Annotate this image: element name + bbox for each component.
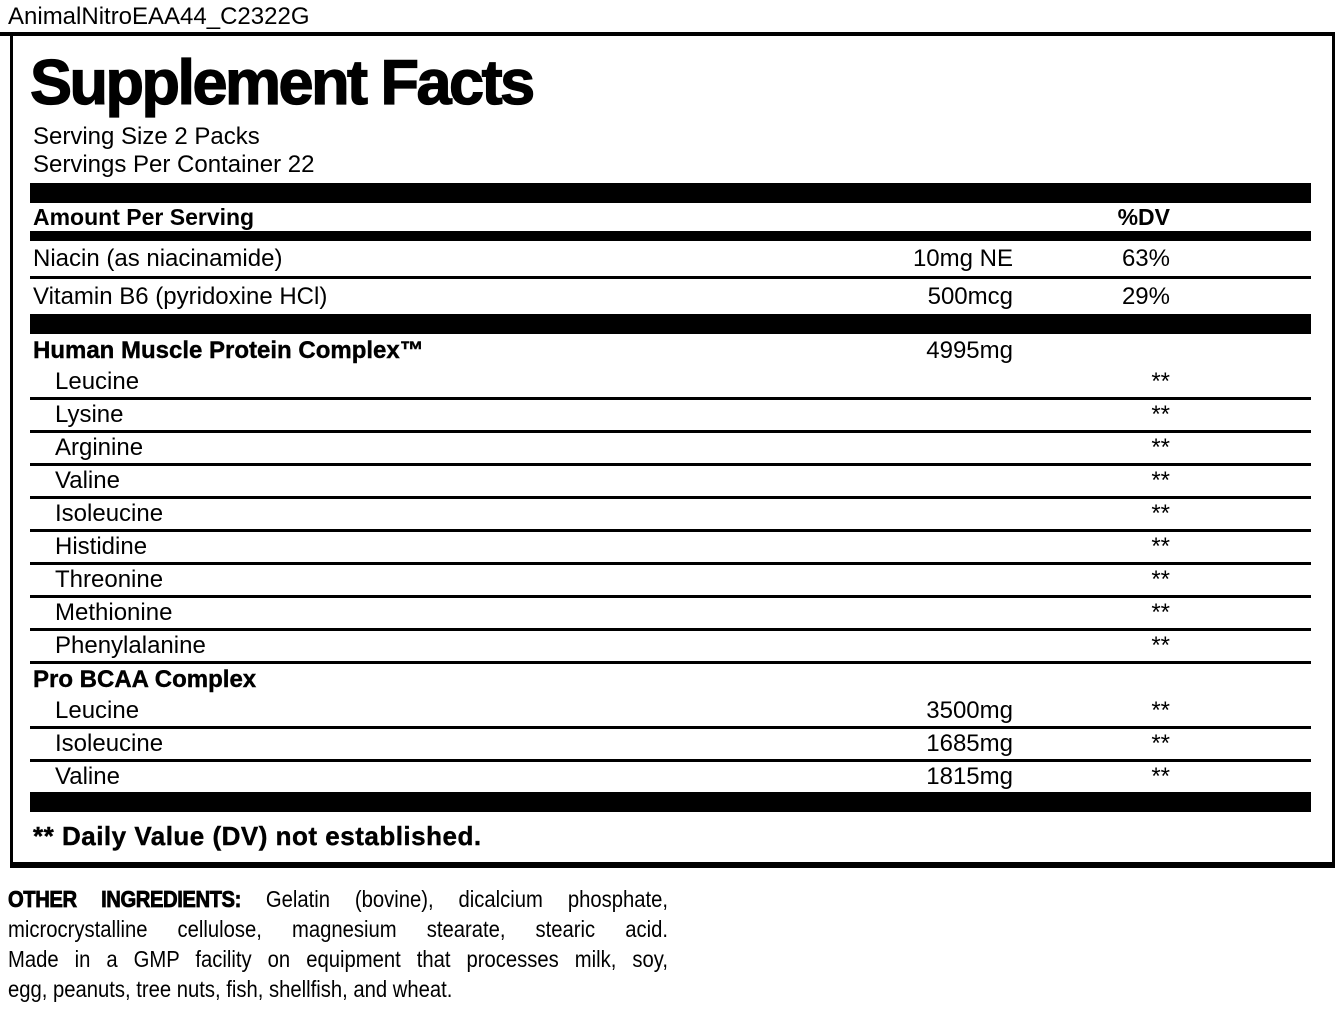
- ingredient-row-arginine: [30, 433, 1311, 463]
- ingredient-name: Valine: [55, 467, 120, 494]
- ingredient-dv: **: [1151, 368, 1170, 395]
- nutrient-name: Vitamin B6 (pyridoxine HCl): [33, 282, 328, 310]
- nutrient-dv: 63%: [1121, 244, 1170, 272]
- ingredient-amount: 3500mg: [926, 697, 1013, 724]
- ingredient-row-lysine: [30, 400, 1311, 430]
- ingredient-amount: 1685mg: [926, 730, 1013, 757]
- supplement-facts-panel: [10, 32, 1335, 868]
- ingredient-name: Threonine: [55, 566, 164, 593]
- ingredient-name: Leucine: [55, 368, 140, 395]
- thick-divider: [30, 314, 1311, 334]
- ingredient-dv: **: [1151, 730, 1170, 757]
- ingredient-dv: **: [1151, 467, 1170, 494]
- other-ingredients-line: [8, 884, 668, 914]
- ingredient-dv: **: [1151, 763, 1170, 790]
- ingredient-row-histidine: [30, 532, 1311, 562]
- ingredient-amount: 1815mg: [926, 763, 1013, 790]
- complex-header-hmpc: [30, 334, 1311, 367]
- ingredient-row-bcaa-valine: [30, 762, 1311, 792]
- column-header-row: [30, 203, 1311, 231]
- thick-divider: [30, 183, 1311, 203]
- ingredient-dv: **: [1151, 500, 1170, 527]
- ingredient-row-bcaa-isoleucine: [30, 729, 1311, 759]
- complex-name: Pro BCAA Complex: [33, 666, 257, 693]
- ingredient-dv: **: [1151, 697, 1170, 724]
- ingredient-name: Lysine: [55, 401, 124, 428]
- other-ingredients-line: microcrystalline cellulose, magnesium stearate, stearic acid.: [8, 916, 668, 942]
- amount-per-serving-header: Amount Per Serving: [33, 203, 255, 230]
- panel-title: Supplement Facts: [30, 48, 533, 118]
- other-ingredients: [8, 884, 668, 1004]
- complex-amount: 4995mg: [926, 336, 1013, 364]
- ingredient-row-phenylalanine: [30, 631, 1311, 661]
- thick-divider: [30, 792, 1311, 812]
- complex-header-bcaa: [30, 664, 1311, 696]
- ingredient-name: Phenylalanine: [55, 632, 206, 659]
- dv-footnote: ** Daily Value (DV) not established.: [33, 821, 482, 851]
- nutrient-amount: 500mcg: [927, 282, 1013, 310]
- ingredient-name: Arginine: [55, 434, 144, 461]
- ingredient-name: Isoleucine: [55, 500, 164, 527]
- ingredient-name: Histidine: [55, 533, 148, 560]
- ingredient-name: Valine: [55, 763, 120, 790]
- ingredient-row-methionine: [30, 598, 1311, 628]
- nutrient-name: Niacin (as niacinamide): [33, 244, 283, 272]
- ingredient-name: Methionine: [55, 599, 173, 626]
- ingredient-dv: **: [1151, 434, 1170, 461]
- nutrient-row-vitamin-b6: [30, 279, 1311, 314]
- ingredient-dv: **: [1151, 566, 1170, 593]
- other-ingredients-line: egg, peanuts, tree nuts, fish, shellfish, and wheat.: [8, 976, 453, 1002]
- other-ingredients-label: OTHER INGREDIENTS:: [8, 886, 241, 912]
- nutrient-amount: 10mg NE: [912, 244, 1013, 272]
- medium-divider: [30, 231, 1311, 241]
- ingredient-dv: **: [1151, 401, 1170, 428]
- ingredient-row-isoleucine: [30, 499, 1311, 529]
- ingredient-row-bcaa-leucine: [30, 696, 1311, 726]
- dv-header: %DV: [1117, 203, 1170, 230]
- ingredient-name: Isoleucine: [55, 730, 164, 757]
- ingredient-row-leucine: [30, 367, 1311, 397]
- nutrient-row-niacin: [30, 241, 1311, 276]
- ingredient-dv: **: [1151, 632, 1170, 659]
- complex-name: Human Muscle Protein Complex™: [33, 336, 424, 364]
- serving-size: Serving Size 2 Packs: [33, 123, 260, 150]
- servings-per-container: Servings Per Container 22: [33, 151, 315, 178]
- nutrient-dv: 29%: [1121, 282, 1170, 310]
- other-ingredients-text: Gelatin (bovine), dicalcium phosphate,: [240, 886, 668, 912]
- ingredient-dv: **: [1151, 533, 1170, 560]
- ingredient-dv: **: [1151, 599, 1170, 626]
- ingredient-row-valine: [30, 466, 1311, 496]
- ingredient-name: Leucine: [55, 697, 140, 724]
- other-ingredients-line: Made in a GMP facility on equipment that processes milk, soy,: [8, 946, 668, 972]
- ingredient-row-threonine: [30, 565, 1311, 595]
- file-label: AnimalNitroEAA44_C2322G: [8, 3, 310, 30]
